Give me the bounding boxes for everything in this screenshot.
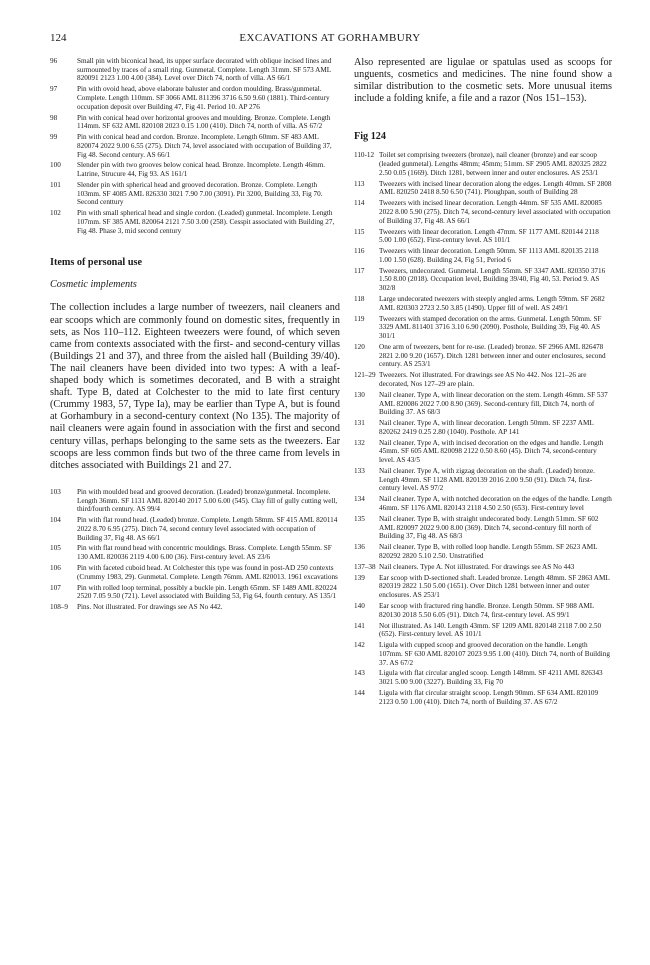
entry-text: Nail cleaner. Type A, with incised decoration on the edges and handle. Length 45mm. SF 605 AML 820098 2122 0.50 8.60 (45). Ditch 74, second-century level. AS 43/5 (379, 438, 604, 465)
entry-text: Tweezers with stamped decoration on the arms. Gunmetal. Length 50mm. SF 3329 AML 811401 3716 3.10 6.90 (2090). Posthole, Building 39, Fig 40. AS 301/1 (379, 314, 602, 341)
entry-text: Pins. Not illustrated. For drawings see AS No 442. (77, 603, 223, 612)
catalogue-list-bottom (50, 488, 340, 612)
entry-number: 117 (354, 266, 365, 275)
entry-number: 103 (50, 487, 61, 496)
section-heading: Items of personal use (50, 257, 142, 269)
entry-text: Nail cleaner. Type A, with linear decoration on the stem. Length 46mm. SF 537 AML 820086 2022 7.00 8.90 (369). Second-century fill, Ditch 74, north of Building 37. AS 68/3 (379, 390, 608, 417)
body-paragraph: The collection includes a large number of tweezers, nail cleaners and ear scoops which are commonly found on domestic sites, frequently in sets, as Nos 110–112. Eighteen tweezers were found, of which seven came from contexts associated with the first- and second-century villas (Buildings 21 and 37), and three from the aisled hall (Building 39/40). The nail cleaners have been divided into two types: A with a leaf-shaped body which is sometimes decorated, and B with a straight shaft. Type B, dated at Colchester to the mid to late first century (Crummy 1983, 57, Type Ia), may be earlier than Type A, but is found at Gorhambury in a second-century context (No 135). The majority of nail cleaners were again found in association with the first and second century villas, perhaps belonging to the same sets as the tweezers. Ear scoops are less common finds but two of the three came from levels in ditches associated with Buildings 21 and 27. (50, 302, 340, 471)
catalogue-entry (354, 669, 612, 686)
entry-number: 116 (354, 247, 365, 256)
catalogue-list-top (50, 57, 340, 235)
subsection-heading: Cosmetic implements (50, 279, 137, 291)
entry-text: Slender pin with spherical head and grooved decoration. Bronze. Complete. Length 103mm. SF 4085 AML 826330 3021 7.90 7.00 (3091). Pit 3200, Building 33, Fig 70. Second centtury (77, 181, 323, 207)
entry-text: Nail cleaners. Type A. Not iillustrated. For drawings see AS No 443 (379, 562, 575, 571)
catalogue-list-right (354, 151, 612, 706)
entry-text: Pin with small spherical head and single cordon. (Leaded) gunmetal. Incomplete. Length 107mm. SF 385 AML 820064 2121 7.50 3.00 (258). Cesspit associated with Building 27, Fig 48. Phase 3, mid second century (77, 209, 335, 235)
catalogue-entry (354, 267, 612, 293)
entry-number: 132 (354, 438, 365, 447)
catalogue-entry (50, 114, 340, 131)
entry-number: 100 (50, 161, 61, 170)
intro-paragraph: Also represented are ligulae or spatulas used as scoops for unguents, cosmetics and medicines. The nine found show a similar distribution to the cosmetic sets. More unusual items include a folding knife, a file and a razor (Nos 151–153). (354, 57, 612, 105)
entry-number: 118 (354, 295, 365, 304)
entry-text: Pin with faceted cuboid head. At Colchester this type was found in post-AD 250 contexts (Crummy 1983, 29). Gunmetal. Complete. Length 76mm. AML 820013. 1961 excavations (77, 563, 338, 581)
entry-number: 114 (354, 199, 365, 208)
entry-number: 141 (354, 621, 365, 630)
entry-text: Pin with conical head and cordon. Bronze. Incomplete. Length 60mm. SF 483 AML 820074 2022 9.00 6.55 (275). Ditch 74, level associated with occupation of Building 37, Fig 48. Second century. AS 66/1 (77, 133, 332, 159)
catalogue-entry (354, 574, 612, 600)
entry-text: Ear scoop with fractured ring handle. Bronze. Length 50mm. SF 988 AML 820130 2018 5.50 6.05 (91). Ditch 74, first-century level. AS 99/1 (379, 601, 594, 619)
catalogue-entry (50, 603, 340, 612)
catalogue-entry (50, 564, 340, 581)
catalogue-entry (50, 584, 340, 601)
catalogue-entry (354, 495, 612, 512)
entry-text: Toilet set comprising tweezers (bronze), nail cleaner (bronze) and ear scoop (leaded gunmetal). Lengths 48mm; 45mm; 51mm. SF 2905 AML 820325 2822 2.50 0.05 (1669). Ditch 1281, between inner and outer enclosures. AS 253/1 (379, 151, 607, 177)
catalogue-entry (354, 543, 612, 560)
catalogue-entry (50, 516, 340, 542)
entry-text: Tweezers with linear decoration. Length 50mm. SF 1113 AML 820135 2118 1.00 1.50 (628). Building 24, Fig 51, Period 6 (379, 247, 599, 264)
catalogue-entry (50, 181, 340, 207)
entry-number: 120 (354, 342, 365, 351)
entry-number: 144 (354, 689, 365, 698)
entry-text: Nail cleaner. Type A, with zigzag decoration on the shaft. (Leaded) bronze. Length 49mm. SF 1128 AML 820139 2016 2.00 9.50 (91). Ditch 74, first-century level. AS 97/2 (379, 467, 595, 493)
catalogue-entry (354, 391, 612, 417)
entry-text: Tweezers, undecorated. Gunmetal. Length 55mm. SF 3347 AML 820350 3716 1.50 8.00 (2018). Occupation level, Building 39/40, Fig 40, 53. Period 9. AS 302/8 (379, 266, 606, 293)
catalogue-entry (354, 467, 612, 493)
catalogue-entry (354, 343, 612, 369)
catalogue-entry (354, 371, 612, 388)
catalogue-entry (354, 151, 612, 177)
catalogue-entry (354, 563, 612, 572)
entry-text: Nail cleaner. Type B, with rolled loop handle. Length 55mm. SF 2623 AML 820292 2820 5.10 2.50. Unstratified (379, 543, 598, 560)
entry-number: 136 (354, 543, 365, 552)
entry-number: 130 (354, 390, 365, 399)
entry-number: 131 (354, 419, 365, 428)
catalogue-entry (354, 515, 612, 541)
entry-number: 105 (50, 544, 61, 553)
entry-number: 96 (50, 57, 58, 65)
catalogue-entry (354, 247, 612, 264)
catalogue-entry (354, 315, 612, 341)
page-number: 124 (50, 32, 67, 44)
entry-text: Ligula with cupped scoop and grooved decoration on the handle. Length 107mm. SF 630 AML 820107 2023 9.95 1.00 (410). Ditch 74, north of Building 37. AS 67/2 (379, 641, 610, 667)
catalogue-entry (354, 641, 612, 667)
running-title: EXCAVATIONS AT GORHAMBURY (239, 32, 421, 44)
entry-number: 121–29 (354, 371, 376, 380)
catalogue-entry (50, 488, 340, 514)
entry-text: Ear scoop with D-sectioned shaft. Leaded bronze. Length 48mm. SF 2863 AML 820319 2822 1.50 5.00 (1651). Over Ditch 1281 between inner and outer enclosures. AS 253/1 (379, 573, 610, 600)
entry-number: 139 (354, 573, 365, 582)
page-header (50, 32, 610, 46)
entry-text: Ligula with flat circular straight scoop. Length 90mm. SF 634 AML 820109 2123 0.50 1.00 (410). Ditch 74, north of Building 37. AS 67/2 (379, 689, 599, 706)
catalogue-entry (50, 161, 340, 178)
entry-number: 137–38 (354, 562, 376, 571)
entry-text: Pin with flat round head with concentric mouldings. Brass. Complete. Length 55mm. SF 130 AML 820036 2119 4.00 6.00 (36). First-century level. AS 23/6 (77, 544, 332, 562)
entry-text: Pin with flat round head. (Leaded) bronze. Complete. Length 58mm. SF 415 AML 820114 2022 8.70 6.95 (275). Ditch 74, second century level associated with occupation of Building 37, Fig 48. AS 66/1 (77, 516, 338, 542)
catalogue-entry (354, 295, 612, 312)
entry-text: Pin with ovoid head, above elaborate baluster and cordon moulding. Brass/gunmetal. Complete. Length 110mm. SF 3066 AML 811396 3716 6.50 9.60 (1881). Third-century occupation deposit over Building 47, Fig 41. Period 10. AP 276 (77, 85, 330, 111)
entry-number: 135 (354, 514, 365, 523)
catalogue-entry (50, 57, 340, 83)
entry-text: Pin with moulded head and grooved decoration. (Leaded) bronze/gunmetal. Incomplete. Length 36mm. SF 1131 AML 820140 2017 5.00 6.00 (545). Clay fill of gully cutting well, third/fourth century. AS 99/4 (77, 487, 338, 514)
entry-number: 98 (50, 113, 58, 122)
entry-number: 110-12 (354, 151, 375, 160)
catalogue-entry (354, 419, 612, 436)
entry-text: Not illustrated. As 140. Length 43mm. SF 1209 AML 820148 2118 7.00 2.50 (652). First-century level. AS 101/1 (379, 621, 602, 639)
entry-number: 99 (50, 133, 58, 142)
entry-text: Pin with conical head over horizontal grooves and moulding. Bronze. Complete. Length 114mm. SF 632 AML 820108 2023 0.15 1.00 (410). Ditch 74, north of villa. AS 67/2 (77, 113, 331, 131)
entry-text: Tweezers. Not illustrated. For drawings see AS No 442. Nos 121–26 are decorated, Nos 127–29 are plain. (379, 371, 587, 388)
entry-number: 97 (50, 85, 58, 94)
entry-text: One arm of tweezers, bent for re-use. (Leaded) bronze. SF 2966 AML 826478 2821 2.00 9.20 (1657). Ditch 1281 between inner and outer enclosures, second century. AS 253/1 (379, 342, 606, 369)
entry-number: 142 (354, 641, 365, 650)
entry-text: Tweezers with incised linear decoration. Length 44mm. SF 535 AML 820085 2022 8.00 5.90 (275). Ditch 74, second-century level associated with occupation of Building 37, Fig 48. AS 66/1 (379, 199, 611, 225)
entry-number: 113 (354, 179, 365, 188)
entry-number: 119 (354, 314, 365, 323)
right-column (354, 57, 612, 709)
entry-number: 140 (354, 601, 365, 610)
entry-number: 115 (354, 227, 365, 236)
catalogue-entry (354, 228, 612, 245)
catalogue-entry (354, 622, 612, 639)
catalogue-entry (50, 133, 340, 159)
entry-text: Large undecorated tweezers with steeply angled arms. Length 59mm. SF 2682 AML 820303 2723 2.50 3.85 (1490). Upper fill of well. AS 249/1 (379, 295, 605, 312)
entry-text: Tweezers with linear decoration. Length 47mm. SF 1177 AML 820144 2118 5.00 1.00 (652). First-century level. AS 101/1 (379, 227, 599, 245)
catalogue-entry (50, 209, 340, 235)
catalogue-entry (354, 199, 612, 225)
entry-text: Tweezers with incised linear decoration along the edges. Length 40mm. SF 2808 AML 820250 2418 8.50 6.50 (741). Ploughpan, south of Building 28 (379, 179, 612, 197)
catalogue-entry (354, 689, 612, 706)
entry-number: 108–9 (50, 603, 68, 612)
entry-number: 133 (354, 467, 365, 476)
entry-text: Slender pin with two grooves below conical head. Bronze. Incomplete. Length 46mm. Latrine, Strucure 44, Fig 93. AS 161/1 (77, 161, 326, 179)
entry-number: 104 (50, 516, 61, 525)
entry-number: 106 (50, 563, 61, 572)
figure-heading: Fig 124 (354, 131, 386, 143)
entry-text: Nail cleaner. Type A, with linear decoration. Length 50mm. SF 2237 AML 820262 2419 0.25 2.80 (1040). Posthole. AP 141 (379, 419, 594, 436)
catalogue-entry (50, 85, 340, 111)
entry-text: Pin with rolled loop terminal, possibly a buckle pin. Length 65mm. SF 1489 AML 820224 2520 7.05 9.50 (721). Level associated with Building 53, Fig 64, fourth century. AS 135/1 (77, 583, 337, 601)
entry-number: 107 (50, 583, 61, 592)
entry-number: 101 (50, 181, 61, 190)
catalogue-entry (354, 602, 612, 619)
catalogue-entry (354, 439, 612, 465)
entry-number: 134 (354, 495, 365, 504)
catalogue-entry (354, 180, 612, 197)
entry-text: Ligula with flat circular angled scoop. Length 148mm. SF 4211 AML 826343 3021 5.00 9.00 (3227). Building 33, Fig 70 (379, 669, 603, 687)
entry-text: Small pin with biconical head, its upper surface decorated with oblique incised lines and surmounted by traces of a small ring. Gunmetal. Complete. Length 31mm. SF 573 AML 820091 2123 1.00 4.00 (384). Level over Ditch 74, north of villa. AS 66/1 (77, 57, 332, 83)
left-column (50, 57, 340, 614)
catalogue-entry (50, 544, 340, 561)
entry-number: 102 (50, 209, 61, 218)
entry-text: Nail cleaner. Type A, with notched decoration on the edges of the handle. Length 46mm. SF 1176 AML 820143 2118 4.50 2.50 (653). First-century level (379, 495, 612, 513)
entry-text: Nail cleaner. Type B, with straight undecorated body. Length 51mm. SF 602 AML 820097 2022 9.00 8.00 (369). Ditch 74, second-century fill north of Building 37, Fig 48. AS 68/3 (379, 514, 599, 541)
entry-number: 143 (354, 669, 365, 678)
